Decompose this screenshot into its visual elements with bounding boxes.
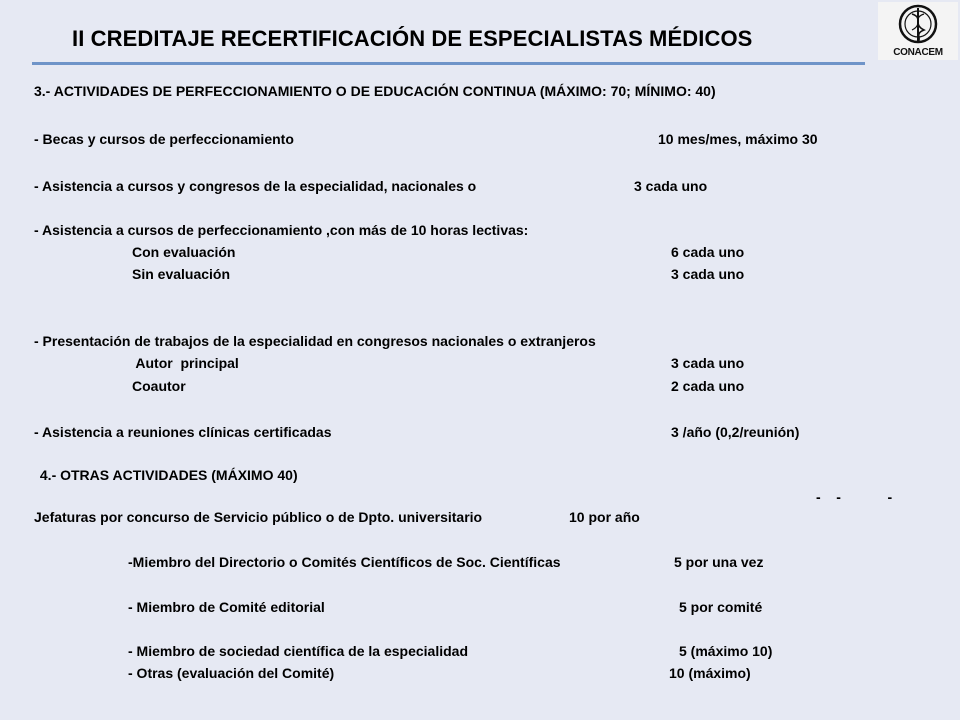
con-evaluacion-value: 6 cada uno — [671, 244, 745, 260]
congresos-value: 3 cada uno — [634, 178, 708, 194]
editorial-value: 5 por comité — [679, 599, 763, 615]
directorio-value: 5 por una vez — [674, 554, 764, 570]
jefaturas-value: 10 por año — [569, 509, 640, 525]
sin-evaluacion-label: Sin evaluación — [132, 266, 231, 282]
section4-heading: 4.- OTRAS ACTIVIDADES (MÁXIMO 40) — [36, 467, 298, 483]
sin-evaluacion-value: 3 cada uno — [671, 266, 745, 282]
becas-label: - Becas y cursos de perfeccionamiento — [34, 131, 294, 147]
directorio-label: -Miembro del Directorio o Comités Científicos de Soc. Científicas — [128, 554, 561, 570]
page-title: II CREDITAJE RECERTIFICACIÓN DE ESPECIALISTAS MÉDICOS — [72, 26, 753, 51]
section4-dashes: - - - — [816, 489, 893, 505]
title-divider — [32, 62, 865, 65]
con-evaluacion-label: Con evaluación — [132, 244, 236, 260]
jefaturas-label: Jefaturas por concurso de Servicio público o de Dpto. universitario — [34, 509, 483, 525]
otras-value: 10 (máximo) — [669, 665, 751, 681]
otras-label: - Otras (evaluación del Comité) — [128, 665, 335, 681]
becas-value: 10 mes/mes, máximo 30 — [658, 131, 818, 147]
caduceus-icon — [878, 2, 958, 46]
presentacion-label: - Presentación de trabajos de la especialidad en congresos nacionales o extranjeros — [34, 333, 596, 349]
logo-text: CONACEM — [893, 47, 943, 58]
autor-principal-value: 3 cada uno — [671, 355, 745, 371]
coautor-value: 2 cada uno — [671, 378, 745, 394]
editorial-label: - Miembro de Comité editorial — [128, 599, 325, 615]
sociedad-value: 5 (máximo 10) — [679, 643, 773, 659]
section3-heading: 3.- ACTIVIDADES DE PERFECCIONAMIENTO O DE EDUCACIÓN CONTINUA (MÁXIMO: 70; MÍNIMO: 40) — [34, 83, 716, 99]
coautor-label: Coautor — [132, 378, 186, 394]
congresos-label: - Asistencia a cursos y congresos de la especialidad, nacionales o — [34, 178, 477, 194]
autor-principal-label: Autor principal — [132, 355, 239, 371]
cursos-label: - Asistencia a cursos de perfeccionamiento ,con más de 10 horas lectivas: — [34, 222, 529, 238]
conacem-logo — [878, 2, 958, 60]
reuniones-value: 3 /año (0,2/reunión) — [671, 424, 800, 440]
sociedad-label: - Miembro de sociedad científica de la especialidad — [128, 643, 468, 659]
reuniones-label: - Asistencia a reuniones clínicas certificadas — [34, 424, 332, 440]
